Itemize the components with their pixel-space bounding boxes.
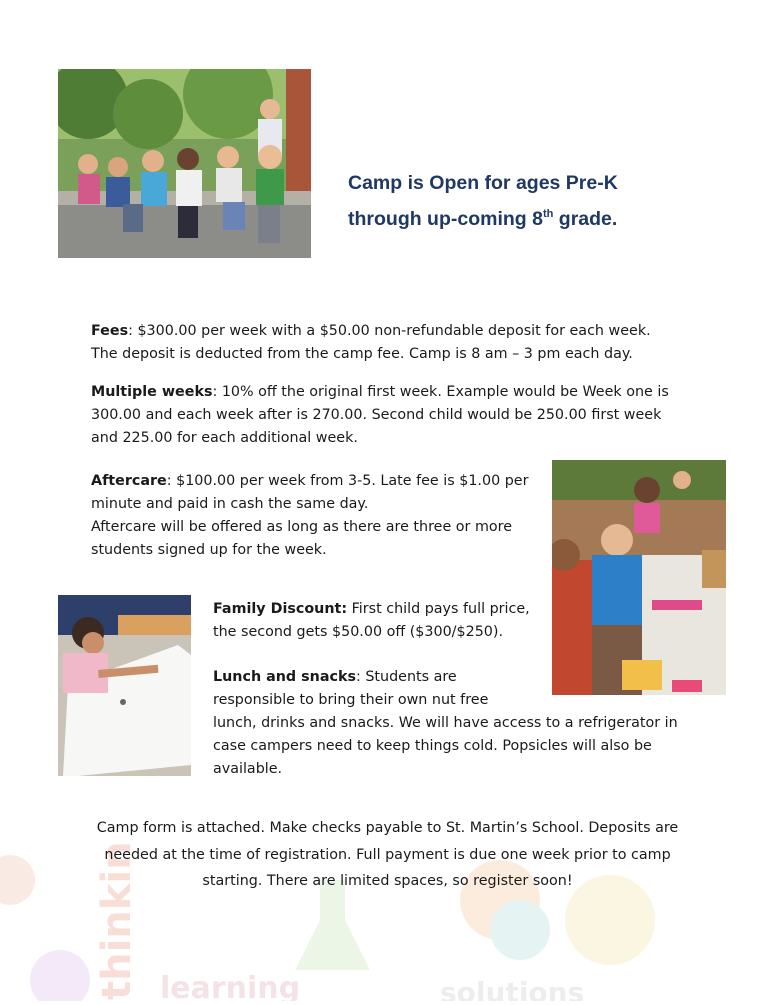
aftercare-paragraph: Aftercare: $100.00 per week from 3-5. Late fee is $1.00 per minute and paid in cash the same day. Aftercare will be offered as long as there are three or more students signed up for the week. [91,473,529,558]
watermark-word-learning: learning [160,971,301,1001]
fees-label: Fees [91,323,129,339]
headline-line1: Camp is Open for ages Pre-K [348,172,618,194]
multiple-weeks-label: Multiple weeks [91,384,213,400]
family-discount-paragraph: Family Discount: First child pays full price, the second gets $50.00 off ($300/$250). [213,601,530,640]
fees-paragraph: Fees: $300.00 per week with a $50.00 non-refundable deposit for each week. The deposit is deducted from the camp fee. Camp is 8 am – 3 pm each day. [91,323,651,362]
headline [348,168,708,235]
kids-crafts-photo [552,460,726,695]
kids-popsicles-photo [58,69,311,258]
lunch-paragraph: Lunch and snacks: Students are responsible to bring their own nut free lunch, drinks and snacks. We will have access to a refrigerator in case campers need to keep things cold. Popsicles will also be available. [213,669,678,777]
watermark-word-thinking: thinking [94,840,140,1000]
watermark-word-solutions: solutions [440,976,585,1001]
lunch-label: Lunch and snacks [213,669,356,685]
aftercare-label: Aftercare [91,473,167,489]
closing-paragraph: Camp form is attached. Make checks payable to St. Martin’s School. Deposits are needed at the time of registration. Full payment is due one week prior to camp starting. There are limited spaces, so register soon! [96,820,679,889]
headline-line2: through up-coming 8th grade. [348,208,618,230]
multiple-weeks-paragraph: Multiple weeks: 10% off the original first week. Example would be Week one is 300.00 and each week after is 270.00. Second child would be 250.00 first week and 225.00 for each additional week. [91,384,669,446]
family-discount-label: Family Discount: [213,601,348,617]
girl-drawing-photo [58,595,191,776]
